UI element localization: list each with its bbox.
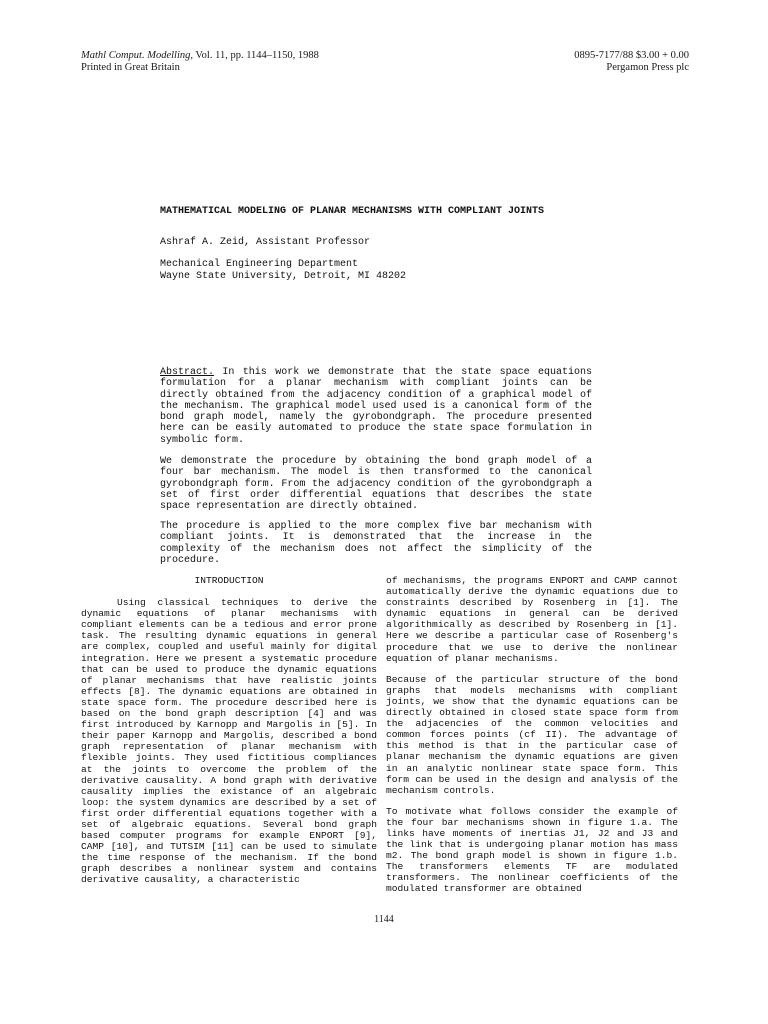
publisher-header [574,50,689,74]
issn-price: 0895-7177/88 $3.00 + 0.00 [574,50,689,61]
author-line: Ashraf A. Zeid, Assistant Professor [160,237,371,248]
intro-paragraph-4: To motivate what follows consider the example of the four bar mechanisms shown in figure 1.a. The links have moments of inertias J1, J2 and J3 and the link that is undergoing planar motion has mass m2. The bond graph model is shown in figure 1.b. The transformers elements TF are modulated transformers. The nonlinear coefficients of the modulated transformer are obtained [386,805,678,895]
section-heading-introduction: INTRODUCTION [194,575,264,586]
department: Mechanical Engineering Department [160,259,359,270]
intro-paragraph-2: of mechanisms, the programs ENPORT and CAMP cannot automatically derive the dynamic equations due to constraints described by Rosenberg in [1]. The dynamic equations in general can be derived algorithmically as described by Rosenberg in [1]. Here we describe a particular case of Rosenberg's procedure that we use to derive the nonlinear equation of planar mechanisms. [386,575,678,664]
university: Wayne State University, Detroit, MI 48202 [160,270,407,282]
left-column [81,575,377,896]
abstract-label: Abstract. [160,367,215,378]
abstract-paragraph-2: We demonstrate the procedure by obtaining the bond graph model of a four bar mechanism. The model is then transformed to the canonical gyrobondgraph form. From the adjacency condition of the gyrobondgraph a set of first order differential equations that describes the state space representation are directly obtained. [160,456,592,513]
page-number: 1144 [374,914,394,925]
affiliation [160,259,406,282]
printed-in: Printed in Great Britain [81,62,180,73]
journal-volume: Vol. 11, pp. 1144–1150, 1988 [193,50,319,61]
abstract-text-1: In this work we demonstrate that the state space equations formulation for a planar mechanism with compliant joints can be directly obtained from the adjacency condition of a graphical model of the mechanism. The graphical model used used is a canonical form of the bond graph model, namely the gyrobondgraph. The procedure presented here can be easily automated to produce the state space formulation in symbolic form. [160,367,592,446]
abstract-paragraph-3: The procedure is applied to the more complex five bar mechanism with compliant joints. It is demonstrated that the increase in the complexity of the mechanism does not affect the simplicity of the procedure. [160,521,592,566]
abstract-paragraph-1 [160,367,592,446]
right-column [386,575,678,905]
publisher: Pergamon Press plc [606,62,689,73]
intro-paragraph-1: Using classical techniques to derive the dynamic equations of planar mechanisms with compliant elements can be a tedious and error prone task. The resulting dynamic equations in general are complex, coupled and useful mainly for digital integration. Here we present a systematic procedure that can be used to produce the dynamic equations of planar mechanisms that have realistic joints effects [8]. The dynamic equations are obtained in state space form. The procedure described here is based on the bond graph description [4] and was first introduced by Karnopp and Margolis in [5]. In their paper Karnopp and Margolis, described a bond graph representation of planar mechanism with flexible joints. They used fictitious compliances at the joints to overcome the problem of the derivative causality. A bond graph with derivative causality implies the existance of an algebraic loop: the system dynamics are described by a set of first order differential equations together with a set of algebraic equations. Several bond graph based computer programs for example ENPORT [9], CAMP [10], and TUTSIM [11] can be used to simulate the time response of the mechanism. If the bond graph describes a nonlinear system and contains derivative causality, a characteristic [81,597,377,886]
journal-name: Mathl Comput. Modelling, [81,50,193,61]
journal-header [81,50,319,74]
paper-title: MATHEMATICAL MODELING OF PLANAR MECHANISMS WITH COMPLIANT JOINTS [160,206,545,217]
intro-paragraph-3: Because of the particular structure of the bond graphs that models mechanisms with compliant joints, we show that the dynamic equations can be directly obtained in closed state space form from the adjacencies of the common velocities and common forces points (cf II). The advantage of this method is that in the particular case of planar mechanism the dynamic equations are given in an analytic nonlinear state space form. This form can be used in the design and analysis of the mechanism controls. [386,673,678,796]
journal-citation [81,50,319,62]
